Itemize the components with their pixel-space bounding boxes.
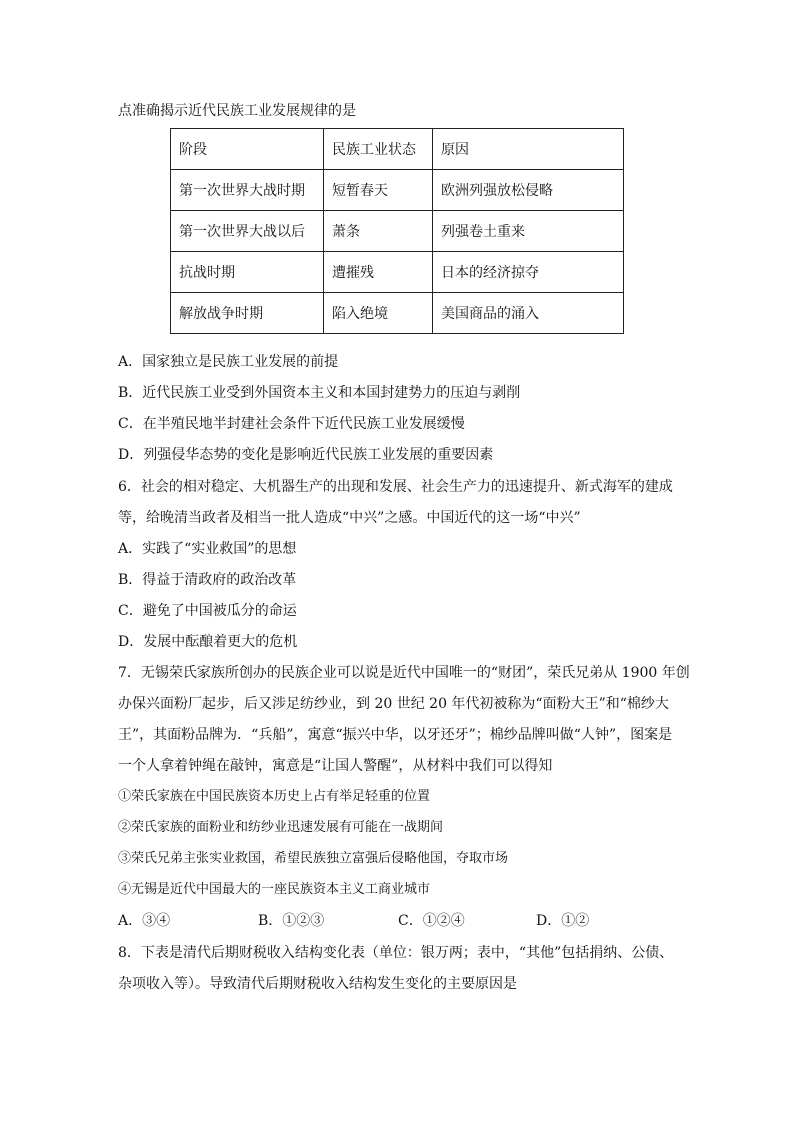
q7-stem-line-4: 一个人拿着钟绳在敲钟，寓意是“让国人警醒”，从材料中我们可以得知 [118, 758, 553, 774]
q7-stem-line-2: 办保兴面粉厂起步，后又涉足纺纱业，到 20 世纪 20 年代初被称为“面粉大王”和“棉纱大 [118, 696, 669, 712]
q5-table [170, 128, 624, 334]
q6-option-c: C．避免了中国被瓜分的命运 [118, 603, 297, 619]
q5-stem: 点准确揭示近代民族工业发展规律的是 [118, 103, 356, 119]
q6-stem-line-1: 6．社会的相对稳定、大机器生产的出现和发展、社会生产力的迅速提升、新式海军的建成 [118, 479, 673, 495]
q7-options-row [118, 911, 638, 931]
table-cell: 民族工业状态 [324, 129, 433, 170]
table-cell: 日本的经济掠夺 [433, 252, 624, 293]
q7-stem-line-3: 王”，其面粉品牌为．“兵船”，寓意“振兴中华，以牙还牙”；棉纱品牌叫做“人钟”，图案是 [118, 727, 673, 743]
q6-option-d: D．发展中酝酿着更大的危机 [118, 634, 298, 650]
q7-statement-2: ②荣氏家族的面粉业和纺纱业迅速发展有可能在一战期间 [118, 820, 444, 835]
q7-option-b: B．①②③ [258, 913, 325, 929]
q5-option-b: B．近代民族工业受到外国资本主义和本国封建势力的压迫与剥削 [118, 385, 521, 401]
q5-option-d: D．列强侵华态势的变化是影响近代民族工业发展的重要因素 [118, 447, 494, 463]
table-cell: 第一次世界大战时期 [171, 170, 324, 211]
table-cell: 列强卷土重来 [433, 211, 624, 252]
q5-option-c: C．在半殖民地半封建社会条件下近代民族工业发展缓慢 [118, 416, 465, 432]
q7-statement-1: ①荣氏家族在中国民族资本历史上占有举足轻重的位置 [118, 789, 431, 804]
q6-option-b: B．得益于清政府的政治改革 [118, 572, 297, 588]
q8-stem-line-1: 8．下表是清代后期财税收入结构变化表（单位：银万两；表中，“其他”包括捐纳、公债、 [118, 945, 674, 961]
q7-option-c: C．①②④ [398, 913, 465, 929]
q6-stem-line-2: 等，给晚清当政者及相当一批人造成“中兴”之感。中国近代的这一场“中兴” [118, 510, 581, 526]
table-row [171, 170, 624, 211]
table-cell: 抗战时期 [171, 252, 324, 293]
q8-stem-line-2: 杂项收入等）。导致清代后期财税收入结构发生变化的主要原因是 [118, 976, 517, 992]
table-cell: 美国商品的涌入 [433, 293, 624, 334]
table-cell: 欧洲列强放松侵略 [433, 170, 624, 211]
table-cell: 陷入绝境 [324, 293, 433, 334]
q6-option-a: A．实践了“实业救国”的思想 [118, 541, 297, 557]
table-row [171, 211, 624, 252]
table-cell: 阶段 [171, 129, 324, 170]
table-cell: 原因 [433, 129, 624, 170]
q7-option-a: A．③④ [118, 913, 171, 929]
table-cell: 第一次世界大战以后 [171, 211, 324, 252]
q7-statement-3: ③荣氏兄弟主张实业救国，希望民族独立富强后侵略他国，夺取市场 [118, 851, 509, 866]
table-row [171, 293, 624, 334]
table-row [171, 252, 624, 293]
q7-option-d: D．①② [536, 913, 590, 929]
table-cell: 遭摧残 [324, 252, 433, 293]
q7-statement-4: ④无锡是近代中国最大的一座民族资本主义工商业城市 [118, 882, 431, 897]
q5-option-a: A．国家独立是民族工业发展的前提 [118, 354, 339, 370]
q7-stem-line-1: 7．无锡荣氏家族所创办的民族企业可以说是近代中国唯一的“财团”，荣氏兄弟从 1900 年创 [118, 665, 690, 681]
table-row [171, 129, 624, 170]
table-cell: 解放战争时期 [171, 293, 324, 334]
table-cell: 短暂春天 [324, 170, 433, 211]
table-cell: 萧条 [324, 211, 433, 252]
